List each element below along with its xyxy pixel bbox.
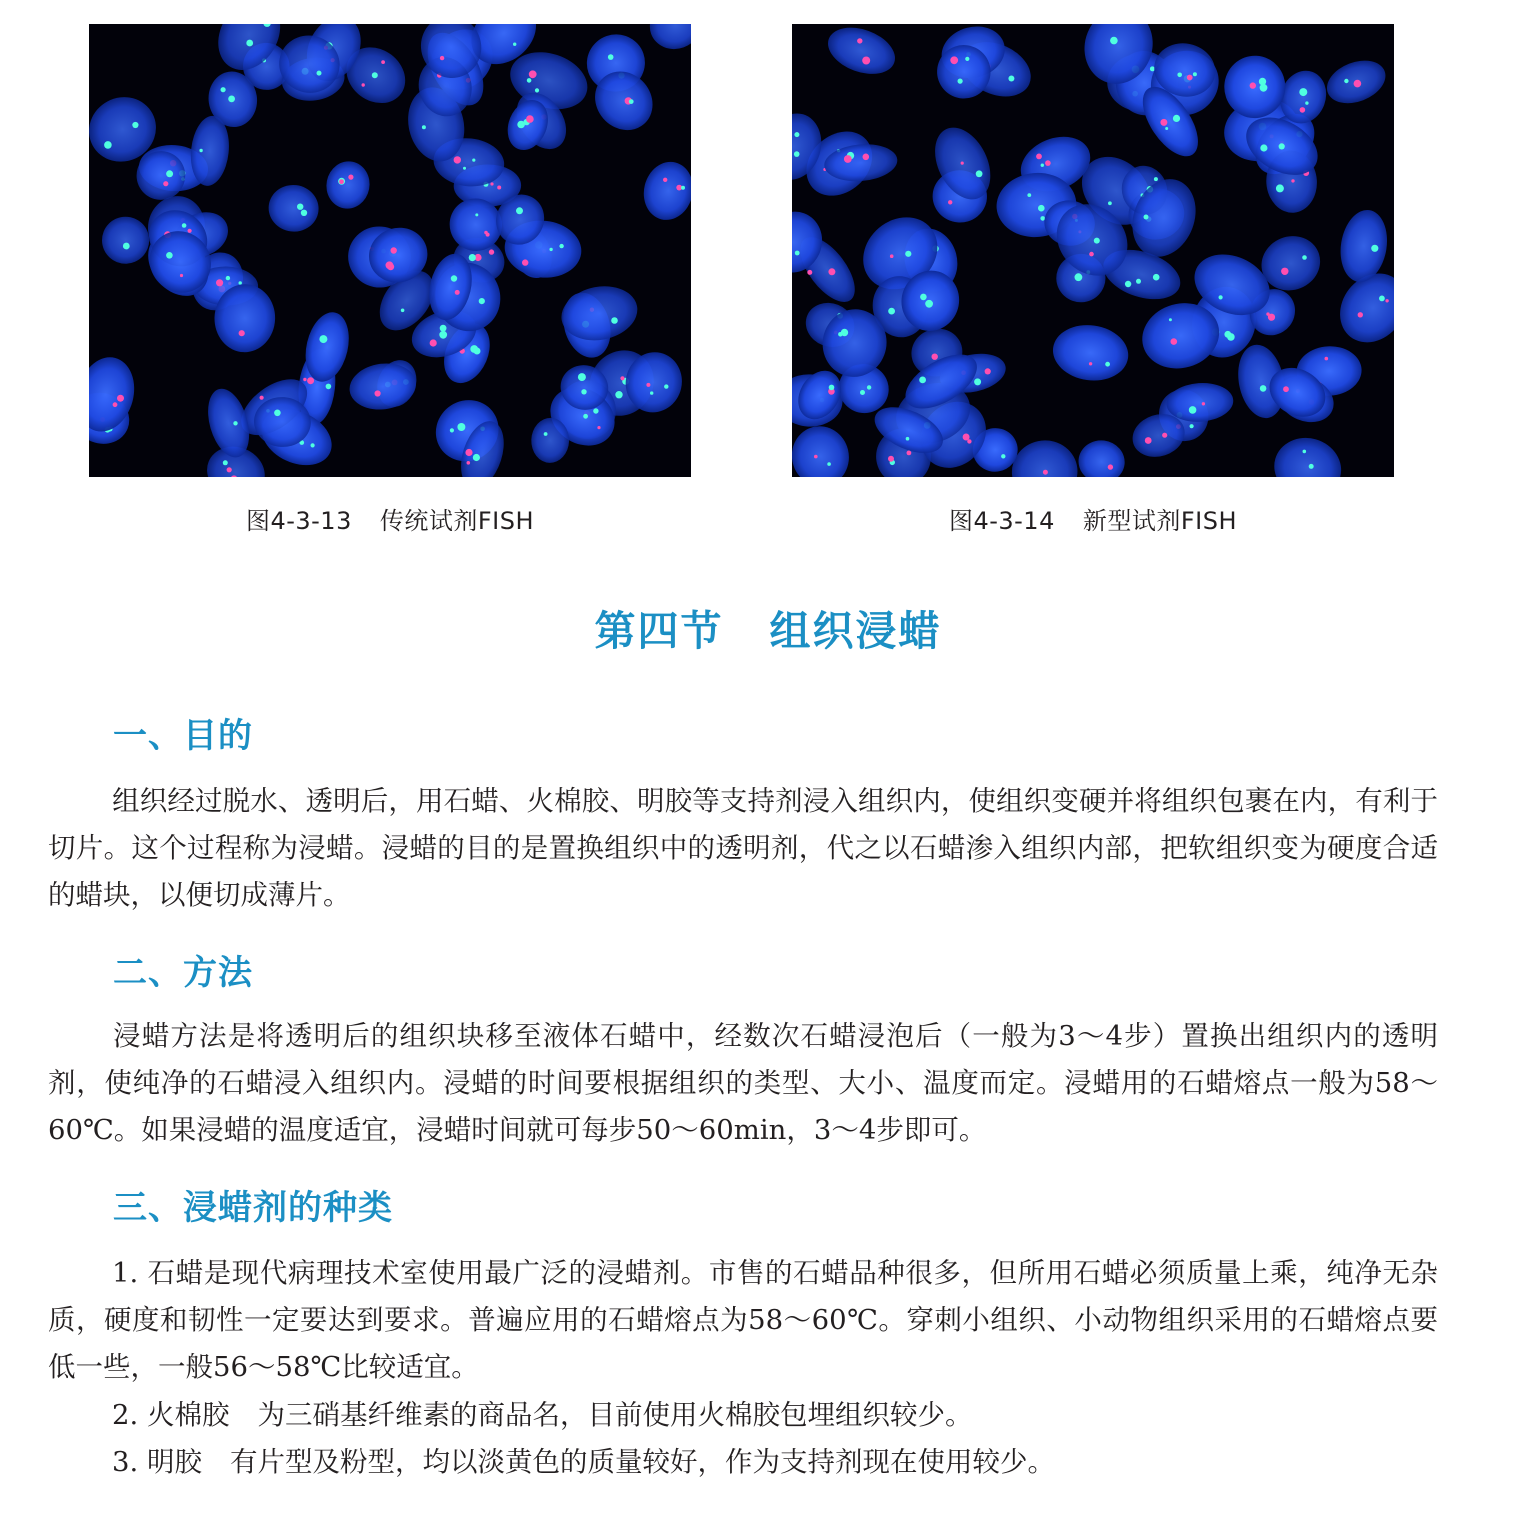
heading-types: 三、浸蜡剂的种类 <box>113 1188 393 1228</box>
figure-caption <box>792 501 1394 536</box>
figure-number: 图4-3-14 <box>948 507 1055 535</box>
section-title <box>0 598 1536 657</box>
paragraph-type-3 <box>112 1439 1442 1486</box>
fish-micrograph-image <box>89 24 691 477</box>
item-term: 明胶 <box>147 1446 202 1478</box>
item-text: 是现代病理技术室使用最广泛的浸蜡剂。市售的石蜡品种很多，但所用石蜡必须质量上乘，纯净无杂质，硬度和韧性一定要达到要求。普遍应用的石蜡熔点为58～60℃。穿刺小组织、小动物组织采用的石蜡熔点要低一些，一般56～58℃比较适宜。 <box>48 1257 1439 1383</box>
heading-purpose: 一、目的 <box>113 716 253 756</box>
heading-method: 二、方法 <box>113 953 253 993</box>
item-text: 有片型及粉型，均以淡黄色的质量较好，作为支持剂现在使用较少。 <box>230 1446 1055 1478</box>
figure-row <box>0 24 1536 544</box>
figure-title: 新型试剂FISH <box>1082 507 1238 535</box>
section-name: 组织浸蜡 <box>769 607 942 655</box>
item-number: 1. <box>112 1257 139 1289</box>
item-term: 火棉胶 <box>147 1399 230 1431</box>
paragraph-text: 组织经过脱水、透明后，用石蜡、火棉胶、明胶等支持剂浸入组织内，使组织变硬并将组织包裹在内，有利于切片。这个过程称为浸蜡。浸蜡的目的是置换组织中的透明剂，代之以石蜡渗入组织内部，把软组织变为硬度合适的蜡块，以便切成薄片。 <box>48 785 1438 911</box>
paragraph-type-1 <box>48 1250 1438 1391</box>
figure-number: 图4-3-13 <box>245 507 352 535</box>
paragraph-text: 浸蜡方法是将透明后的组织块移至液体石蜡中，经数次石蜡浸泡后（一般为3～4步）置换出组织内的透明剂，使纯净的石蜡浸入组织内。浸蜡的时间要根据组织的类型、大小、温度而定。浸蜡用的石蜡熔点一般为58～60℃。如果浸蜡的温度适宜，浸蜡时间就可每步50～60min，3～4步即可。 <box>48 1020 1438 1146</box>
figure-traditional-fish <box>89 24 691 536</box>
paragraph-type-2 <box>112 1392 1442 1439</box>
item-term: 石蜡 <box>147 1257 204 1289</box>
paragraph-method <box>48 1013 1438 1154</box>
figure-title: 传统试剂FISH <box>379 507 535 535</box>
item-text: 为三硝基纤维素的商品名，目前使用火棉胶包埋组织较少。 <box>257 1399 973 1431</box>
figure-caption <box>89 501 691 536</box>
item-number: 3. <box>112 1446 139 1478</box>
figure-new-fish <box>792 24 1394 536</box>
section-number: 第四节 <box>594 607 724 655</box>
paragraph-purpose <box>48 778 1438 919</box>
item-number: 2. <box>112 1399 139 1431</box>
fish-micrograph-image <box>792 24 1394 477</box>
